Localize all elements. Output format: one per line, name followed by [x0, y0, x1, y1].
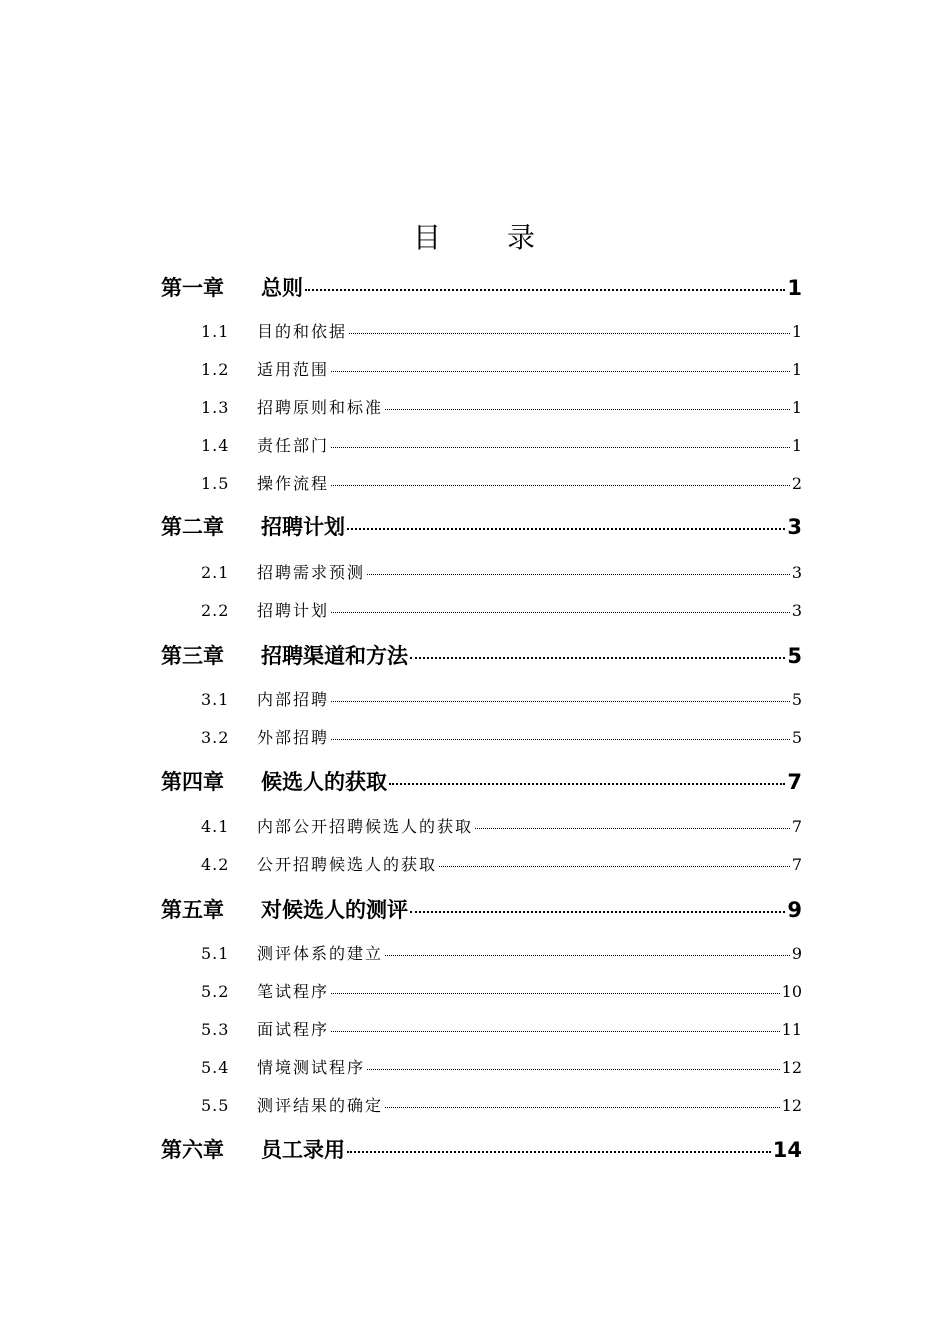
toc-entry-page-number: 2 [791, 474, 802, 493]
dot-leader [349, 321, 790, 337]
toc-entry-label [161, 767, 387, 797]
toc-entry-number: 1.1 [201, 322, 230, 341]
toc-entry-page-number: 10 [781, 982, 802, 1001]
dot-leader [367, 562, 790, 578]
toc-section-row[interactable] [201, 726, 802, 750]
toc-entry-label [201, 1094, 383, 1118]
dot-leader [385, 397, 790, 413]
toc-entry-number: 4.1 [201, 817, 230, 836]
dot-leader [389, 768, 785, 789]
dot-leader [331, 435, 790, 451]
toc-entry-title: 招聘渠道和方法 [261, 644, 408, 668]
dot-leader [439, 854, 790, 870]
toc-entry-page-number: 1 [791, 436, 802, 455]
toc-entry-page-number: 12 [781, 1058, 802, 1077]
toc-entry-page-number: 14 [772, 1138, 802, 1162]
toc-entry-label [201, 358, 329, 382]
toc-entry-label [201, 1056, 365, 1080]
dot-leader [410, 896, 785, 917]
toc-entry-label [201, 726, 329, 750]
toc-chapter-row[interactable] [161, 641, 802, 671]
toc-entry-label [161, 641, 408, 671]
toc-entry-number: 第三章 [161, 644, 224, 668]
toc-entry-number: 第一章 [161, 276, 224, 300]
toc-entry-title: 招聘计划 [257, 601, 330, 620]
dot-leader [385, 1095, 780, 1111]
toc-entry-page-number: 1 [787, 276, 802, 300]
toc-entry-page-number: 1 [791, 322, 802, 341]
toc-entry-page-number: 1 [791, 360, 802, 379]
toc-entry-title: 员工录用 [261, 1138, 345, 1162]
toc-section-row[interactable] [201, 1056, 802, 1080]
dot-leader [367, 1057, 780, 1073]
toc-chapter-row[interactable] [161, 767, 802, 797]
toc-entry-title: 笔试程序 [257, 982, 330, 1001]
toc-entry-title: 操作流程 [257, 474, 330, 493]
toc-chapter-row[interactable] [161, 273, 802, 303]
toc-entry-number: 5.3 [201, 1020, 230, 1039]
toc-entry-label [201, 472, 329, 496]
toc-entry-number: 3.2 [201, 728, 230, 747]
toc-section-row[interactable] [201, 396, 802, 420]
toc-entry-title: 测评体系的建立 [257, 944, 384, 963]
toc-entry-title: 招聘计划 [261, 515, 345, 539]
toc-entry-title: 外部招聘 [257, 728, 330, 747]
toc-entry-number: 1.3 [201, 398, 230, 417]
toc-entry-title: 内部公开招聘候选人的获取 [257, 817, 474, 836]
toc-entry-number: 4.2 [201, 855, 230, 874]
toc-entry-page-number: 11 [781, 1020, 802, 1039]
toc-entry-page-number: 5 [791, 690, 802, 709]
toc-entry-number: 5.1 [201, 944, 230, 963]
toc-entry-number: 第二章 [161, 515, 224, 539]
toc-entry-title: 测评结果的确定 [257, 1096, 384, 1115]
toc-entry-label [161, 895, 408, 925]
toc-entry-title: 候选人的获取 [261, 770, 387, 794]
toc-entry-page-number: 1 [791, 398, 802, 417]
toc-entry-number: 2.2 [201, 601, 230, 620]
toc-entry-label [201, 942, 383, 966]
toc-entry-title: 对候选人的测评 [261, 898, 408, 922]
toc-section-row[interactable] [201, 688, 802, 712]
toc-entry-title: 公开招聘候选人的获取 [257, 855, 438, 874]
toc-section-row[interactable] [201, 1094, 802, 1118]
dot-leader [385, 943, 790, 959]
toc-section-row[interactable] [201, 942, 802, 966]
toc-entry-page-number: 7 [791, 855, 802, 874]
toc-entry-label [161, 512, 345, 542]
toc-entry-label [201, 1018, 329, 1042]
toc-section-row[interactable] [201, 472, 802, 496]
toc-entry-title: 招聘需求预测 [257, 563, 366, 582]
dot-leader [331, 359, 790, 375]
dot-leader [331, 727, 790, 743]
toc-section-row[interactable] [201, 1018, 802, 1042]
toc-entry-title: 目的和依据 [257, 322, 348, 341]
dot-leader [347, 1136, 771, 1157]
toc-entry-number: 1.4 [201, 436, 230, 455]
toc-entry-label [201, 853, 437, 877]
toc-section-row[interactable] [201, 561, 802, 585]
toc-heading-left: 目 [412, 221, 443, 254]
toc-chapter-row[interactable] [161, 512, 802, 542]
toc-entry-number: 5.4 [201, 1058, 230, 1077]
toc-entry-label [161, 1135, 345, 1165]
toc-entry-number: 5.5 [201, 1096, 230, 1115]
toc-entry-number: 1.2 [201, 360, 230, 379]
toc-entry-page-number: 5 [787, 644, 802, 668]
toc-entry-page-number: 3 [791, 601, 802, 620]
dot-leader [305, 274, 785, 295]
toc-chapter-row[interactable] [161, 895, 802, 925]
toc-entry-title: 内部招聘 [257, 690, 330, 709]
toc-entry-page-number: 9 [787, 898, 802, 922]
dot-leader [331, 1019, 780, 1035]
toc-entry-title: 责任部门 [257, 436, 330, 455]
dot-leader [347, 513, 785, 534]
toc-entry-title: 总则 [261, 276, 303, 300]
toc-entry-page-number: 3 [791, 563, 802, 582]
toc-entry-title: 面试程序 [257, 1020, 330, 1039]
toc-entry-number: 第六章 [161, 1138, 224, 1162]
toc-entry-label [201, 980, 329, 1004]
toc-entry-label [201, 815, 473, 839]
toc-entry-page-number: 7 [787, 770, 802, 794]
toc-entry-page-number: 5 [791, 728, 802, 747]
dot-leader [331, 981, 780, 997]
toc-section-row[interactable] [201, 358, 802, 382]
toc-section-row[interactable] [201, 815, 802, 839]
toc-entry-label [161, 273, 303, 303]
toc-entry-label [201, 320, 347, 344]
toc-entry-number: 第四章 [161, 770, 224, 794]
toc-entry-page-number: 12 [781, 1096, 802, 1115]
toc-section-row[interactable] [201, 980, 802, 1004]
toc-entry-title: 适用范围 [257, 360, 330, 379]
toc-entry-label [201, 434, 329, 458]
toc-entry-number: 2.1 [201, 563, 230, 582]
toc-entry-page-number: 3 [787, 515, 802, 539]
toc-entry-number: 5.2 [201, 982, 230, 1001]
toc-section-row[interactable] [201, 434, 802, 458]
toc-section-row[interactable] [201, 599, 802, 623]
toc-section-row[interactable] [201, 320, 802, 344]
toc-entry-label [201, 688, 329, 712]
dot-leader [331, 689, 790, 705]
toc-heading-right: 录 [507, 221, 538, 254]
toc-chapter-row[interactable] [161, 1135, 802, 1165]
toc-entry-number: 1.5 [201, 474, 230, 493]
toc-entry-number: 第五章 [161, 898, 224, 922]
dot-leader [331, 600, 790, 616]
toc-entry-title: 情境测试程序 [257, 1058, 366, 1077]
toc-entry-number: 3.1 [201, 690, 230, 709]
toc-entry-label [201, 599, 329, 623]
toc-entry-page-number: 9 [791, 944, 802, 963]
dot-leader [475, 816, 790, 832]
toc-section-row[interactable] [201, 853, 802, 877]
dot-leader [331, 473, 790, 489]
dot-leader [410, 642, 785, 663]
toc-entry-label [201, 396, 383, 420]
toc-entry-page-number: 7 [791, 817, 802, 836]
toc-entry-label [201, 561, 365, 585]
toc-entry-title: 招聘原则和标准 [257, 398, 384, 417]
